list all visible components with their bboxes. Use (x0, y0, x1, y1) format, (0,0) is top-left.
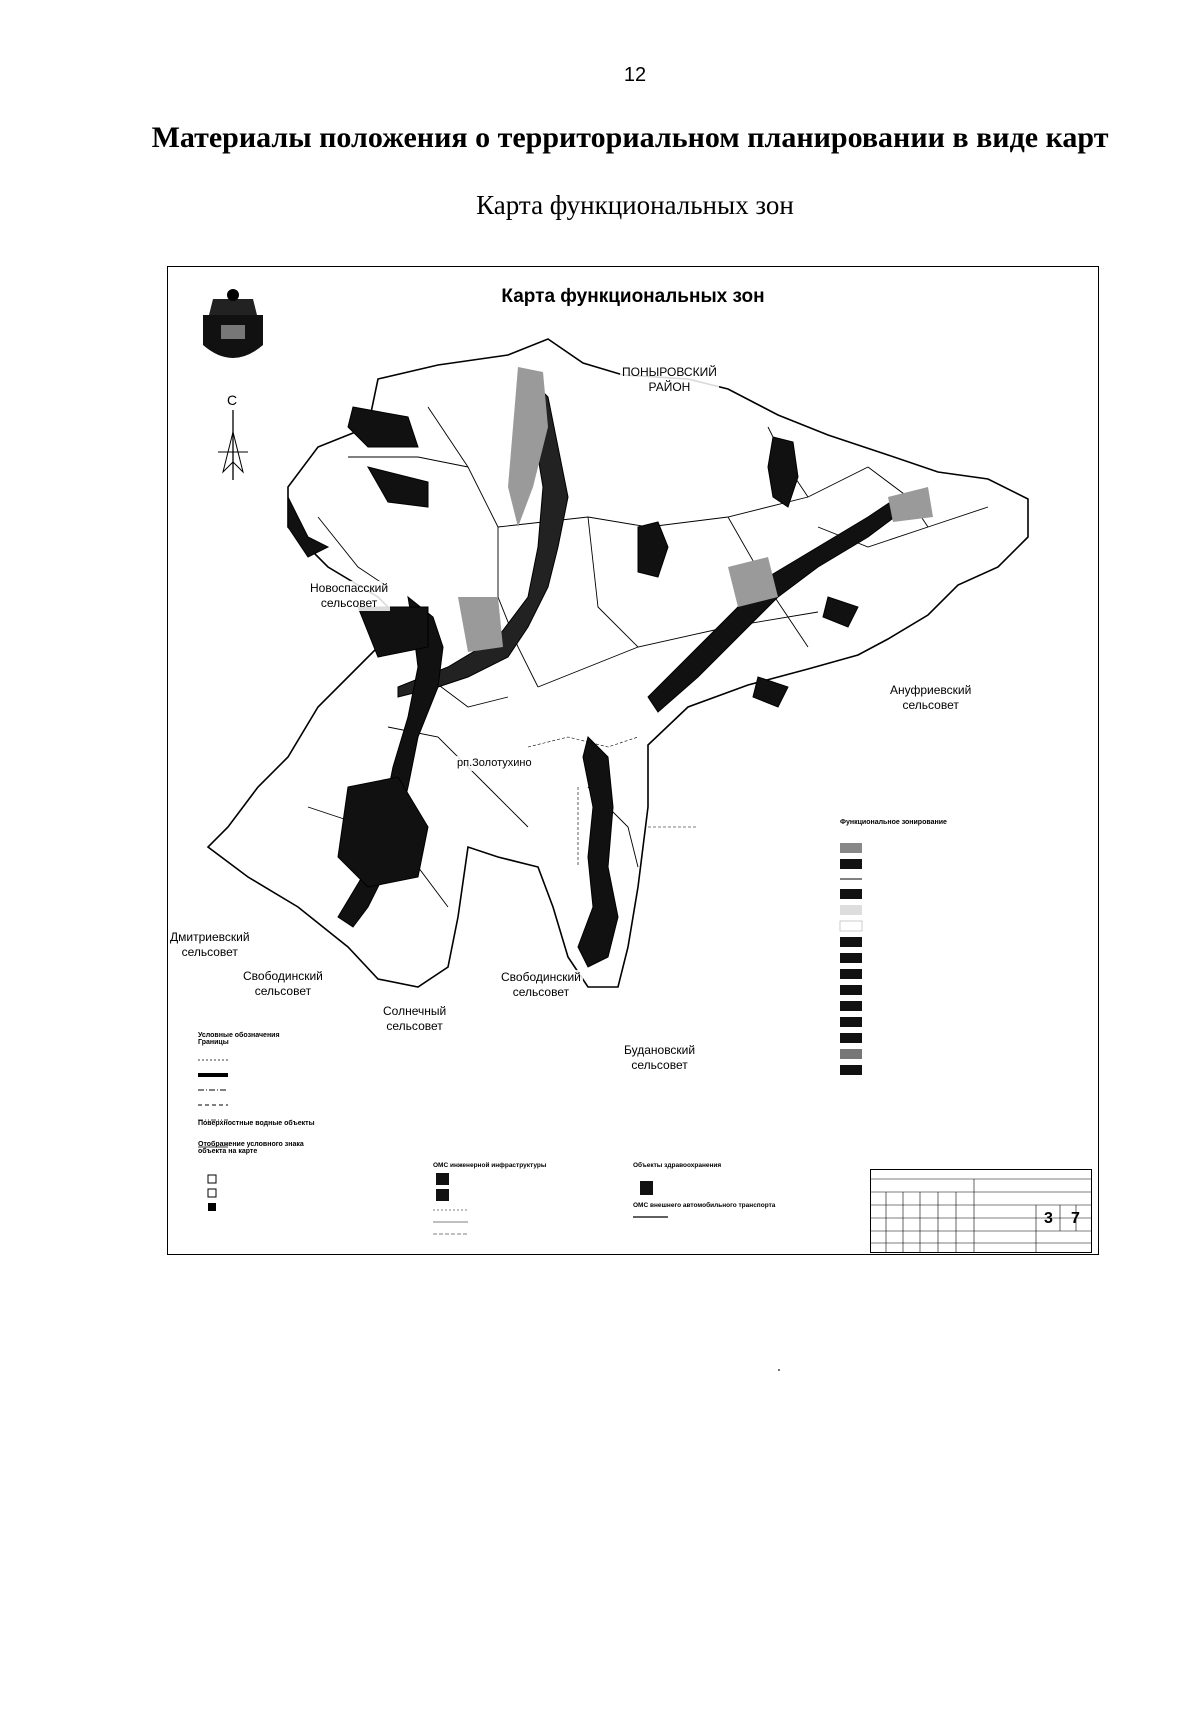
label-solnechny: Солнечный сельсовет (383, 1004, 447, 1033)
map-frame (167, 266, 1099, 1255)
legend-health-title: Объекты здравоохранения (633, 1162, 722, 1169)
legend-engineering-title: ОМС инженерной инфраструктуры (433, 1162, 547, 1169)
legend-display-title: Отображение условного знака объекта на карте (198, 1141, 304, 1155)
document-heading: Материалы положения о территориальном планировании в виде карт (151, 121, 1109, 154)
stamp-sheet-number: 3 (1044, 1210, 1053, 1227)
legend-transport-title: ОМС внешнего автомобильного транспорта (633, 1202, 776, 1209)
label-zolotukhino: рп.Золотухино (457, 757, 532, 769)
legend-symbols (198, 1032, 418, 1155)
label-ponyri-district: ПОНЫРОВСКИЙ РАЙОН (622, 365, 717, 394)
page-number: 12 (623, 64, 647, 86)
north-letter: С (227, 392, 238, 408)
legend-symbols-title: Условные обозначения (198, 1032, 280, 1039)
label-svobodinsky-left: Свободинский сельсовет (243, 969, 323, 998)
legend-right-swatches (840, 843, 862, 1075)
stray-mark (778, 1369, 780, 1371)
label-svobodinsky-right: Свободинский сельсовет (501, 970, 581, 999)
district-outline (208, 339, 1028, 987)
title-block-stamp (870, 1169, 1092, 1253)
legend-engineering (433, 1162, 598, 1172)
north-arrow-icon (213, 392, 253, 482)
document-subheading: Карта функциональных зон (476, 190, 794, 220)
label-dmitrievsky: Дмитриевский сельсовет (170, 930, 250, 959)
legend-water-title: Поверхностные водные объекты (198, 1120, 315, 1127)
legend-functional-zoning (840, 819, 1080, 830)
label-novospassky: Новоспасский сельсовет (310, 581, 389, 610)
legend-borders-title: Границы (198, 1039, 229, 1046)
map-title: Карта функциональных зон (501, 286, 765, 307)
legend-health-transport (633, 1162, 818, 1212)
coat-of-arms-icon (193, 285, 273, 373)
label-anufrievsky: Ануфриевский сельсовет (890, 683, 972, 712)
legend-functional-zoning-title: Функциональное зонирование (840, 819, 947, 826)
label-budanovsky: Будановский сельсовет (624, 1043, 696, 1072)
stamp-sheets-total: 7 (1071, 1210, 1080, 1227)
